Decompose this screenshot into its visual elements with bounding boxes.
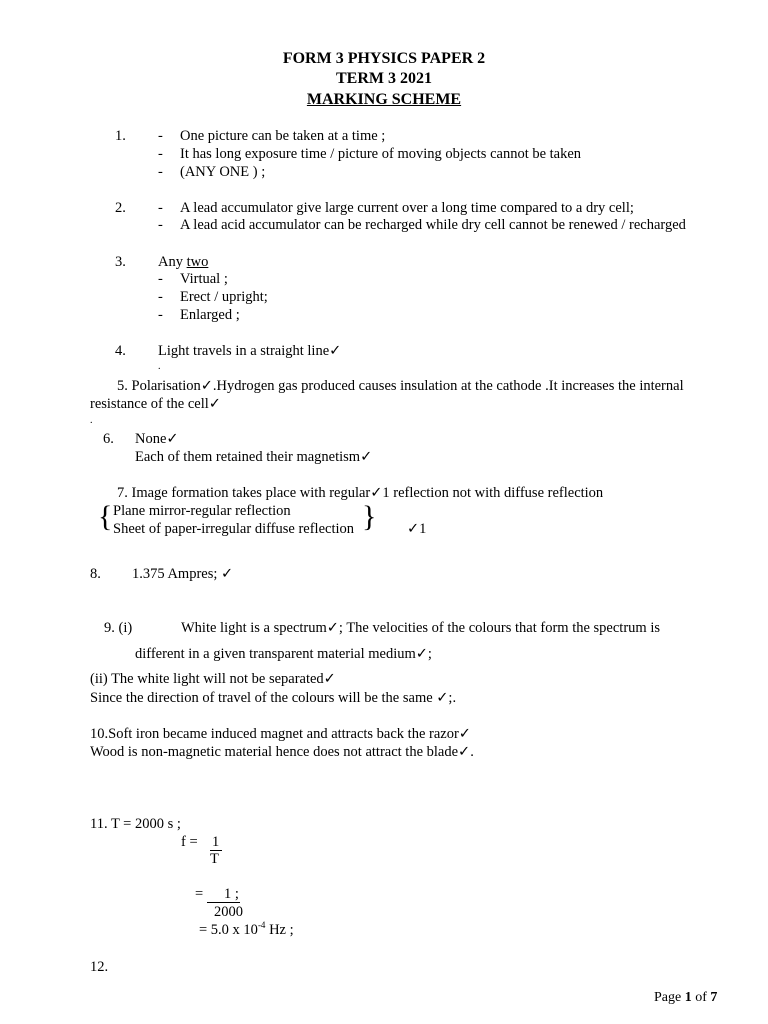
q3-two: two <box>186 254 209 270</box>
q11-result <box>199 922 294 939</box>
q3-dash-a: - <box>158 271 163 287</box>
q9-answer-c: (ii) The white light will not be separated✓ <box>90 671 336 687</box>
q3-answer-a: Virtual ; <box>180 271 228 287</box>
q7-mark: ✓1 <box>407 521 427 537</box>
q3-dash-b: - <box>158 289 163 305</box>
q5-line-2: resistance of the cell✓ <box>90 396 221 412</box>
q2-answer-b: A lead acid accumulator can be recharged while dry cell cannot be renewed / recharged <box>180 217 686 233</box>
q6-number: 6. <box>103 431 114 447</box>
q9-answer-a: White light is a spectrum✓; The velocities of the colours that form the spectrum is <box>181 620 660 636</box>
q3-dash-c: - <box>158 307 163 323</box>
page-label: Page <box>654 990 685 1005</box>
q11-fraction-bar-2 <box>207 902 240 903</box>
q6-answer-b: Each of them retained their magnetism✓ <box>135 449 373 465</box>
q7-answer-a: Plane mirror-regular reflection <box>113 503 291 519</box>
q2-number: 2. <box>115 200 126 216</box>
q10-answer-b: Wood is non-magnetic material hence does not attract the blade✓. <box>90 744 474 760</box>
q11-numerator-2: 1 ; <box>224 886 239 902</box>
q3-heading <box>158 254 208 271</box>
q3-answer-c: Enlarged ; <box>180 307 240 323</box>
title-marking-scheme: MARKING SCHEME <box>306 91 462 108</box>
q11-line-1: 11. T = 2000 s ; <box>90 816 181 832</box>
q1-answer-b: It has long exposure time / picture of moving objects cannot be taken <box>180 146 582 162</box>
q9-number: 9. (i) <box>104 620 133 636</box>
q1-answer-a: One picture can be taken at a time ; <box>180 128 386 144</box>
q2-answer-a: A lead accumulator give large current over a long time compared to a dry cell; <box>180 200 634 216</box>
title-line-3 <box>0 91 768 108</box>
q11-denominator-T: T <box>210 851 219 867</box>
page-current: 1 <box>684 990 692 1005</box>
q1-answer-c: (ANY ONE ) ; <box>180 164 266 180</box>
q1-dash-b: - <box>158 146 163 162</box>
q2-dash-b: - <box>158 217 163 233</box>
q12-number: 12. <box>90 959 109 975</box>
q7-line-1: 7. Image formation takes place with regular✓1 reflection not with diffuse reflection <box>117 485 604 501</box>
q1-number: 1. <box>115 128 126 144</box>
q5-dot: . <box>90 415 93 426</box>
q3-any: Any <box>158 254 187 270</box>
q4-dot: . <box>158 361 161 372</box>
q1-dash-c: - <box>158 164 163 180</box>
q7-right-brace-icon: } <box>362 500 377 533</box>
q8-number: 8. <box>90 566 101 582</box>
q11-equals: = <box>195 886 204 902</box>
q10-answer-a: 10.Soft iron became induced magnet and attracts back the razor✓ <box>90 726 471 742</box>
q7-answer-b: Sheet of paper-irregular diffuse reflection <box>113 521 354 537</box>
page-of: of <box>691 990 711 1005</box>
q11-numerator-1: 1 <box>212 834 220 850</box>
q4-number: 4. <box>115 343 126 359</box>
q7-left-brace-icon: { <box>98 500 113 533</box>
q4-answer: Light travels in a straight line✓ <box>158 343 342 359</box>
q3-number: 3. <box>115 254 126 270</box>
q8-answer: 1.375 Ampres; ✓ <box>132 566 234 582</box>
title-line-2: TERM 3 2021 <box>336 70 432 87</box>
q1-dash-a: - <box>158 128 163 144</box>
q3-answer-b: Erect / upright; <box>180 289 268 305</box>
title-line-1: FORM 3 PHYSICS PAPER 2 <box>282 50 486 67</box>
q11-result-post: Hz ; <box>265 922 294 938</box>
q11-f-equals: f = <box>181 834 198 850</box>
q5-line-1: 5. Polarisation✓.Hydrogen gas produced causes insulation at the cathode .It increases the internal <box>117 378 684 394</box>
page-total: 7 <box>710 990 718 1005</box>
q11-result-exponent: -4 <box>257 920 266 930</box>
q6-answer-a: None✓ <box>135 431 179 447</box>
q9-answer-b: different in a given transparent material medium✓; <box>135 646 432 662</box>
page-number <box>654 989 717 1006</box>
q2-dash-a: - <box>158 200 163 216</box>
q9-answer-d: Since the direction of travel of the colours will be the same ✓;. <box>90 690 457 706</box>
q11-result-pre: = 5.0 x 10 <box>199 922 258 938</box>
q11-denominator-2000: 2000 <box>214 904 243 920</box>
